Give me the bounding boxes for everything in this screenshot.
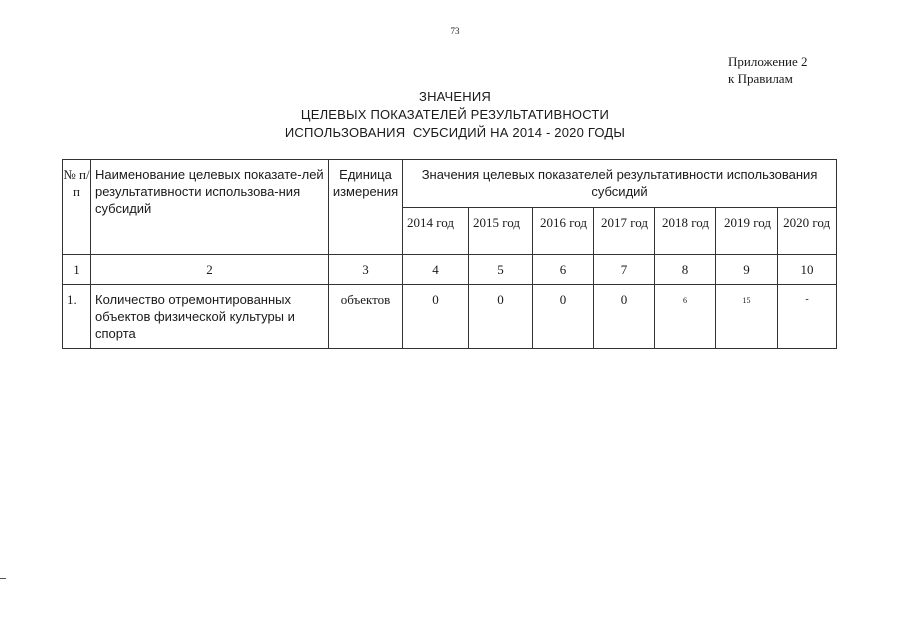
header-unit: Единица измерения (329, 160, 403, 255)
column-number: 1 (63, 255, 91, 285)
header-year-2017: 2017 год (594, 208, 655, 255)
row-value-2020: - (778, 285, 837, 349)
header-number: № п/п (63, 160, 91, 255)
document-title (200, 88, 710, 142)
column-number: 3 (329, 255, 403, 285)
row-value-2019: 15 (716, 285, 778, 349)
row-value-2014: 0 (403, 285, 469, 349)
indicators-table (62, 159, 837, 349)
row-indicator-name: Количество отремонтированных объектов физической культуры и спорта (91, 285, 329, 349)
row-value-2016: 0 (533, 285, 594, 349)
header-indicator-name: Наименование целевых показате-лей результативности использова-ния субсидий (91, 160, 329, 255)
table-row (63, 285, 837, 349)
row-value-2015: 0 (469, 285, 533, 349)
title-line-1: ЗНАЧЕНИЯ (419, 89, 491, 104)
title-line-3: ИСПОЛЬЗОВАНИЯ СУБСИДИЙ НА 2014 - 2020 ГОДЫ (284, 125, 626, 140)
column-number-row (63, 255, 837, 285)
header-year-2016: 2016 год (533, 208, 594, 255)
column-number: 7 (594, 255, 655, 285)
row-number: 1. (63, 285, 91, 349)
row-value-2018: 6 (655, 285, 716, 349)
appendix-line-1: Приложение 2 (728, 54, 808, 69)
header-year-2020: 2020 год (778, 208, 837, 255)
header-year-2014: 2014 год (403, 208, 469, 255)
header-year-2019: 2019 год (716, 208, 778, 255)
appendix-line-2: к Правилам (728, 71, 793, 86)
page-number: 73 (450, 26, 460, 36)
column-number: 9 (716, 255, 778, 285)
title-line-2: ЦЕЛЕВЫХ ПОКАЗАТЕЛЕЙ РЕЗУЛЬТАТИВНОСТИ (300, 107, 610, 122)
column-number: 10 (778, 255, 837, 285)
column-number: 8 (655, 255, 716, 285)
appendix-reference (728, 53, 808, 87)
header-indicator-values: Значения целевых показателей результативности использования субсидий (403, 160, 837, 208)
column-number: 4 (403, 255, 469, 285)
header-year-2018: 2018 год (655, 208, 716, 255)
row-value-2017: 0 (594, 285, 655, 349)
header-year-2015: 2015 год (469, 208, 533, 255)
column-number: 5 (469, 255, 533, 285)
column-number: 2 (91, 255, 329, 285)
row-unit: объектов (329, 285, 403, 349)
column-number: 6 (533, 255, 594, 285)
margin-mark (0, 578, 6, 579)
